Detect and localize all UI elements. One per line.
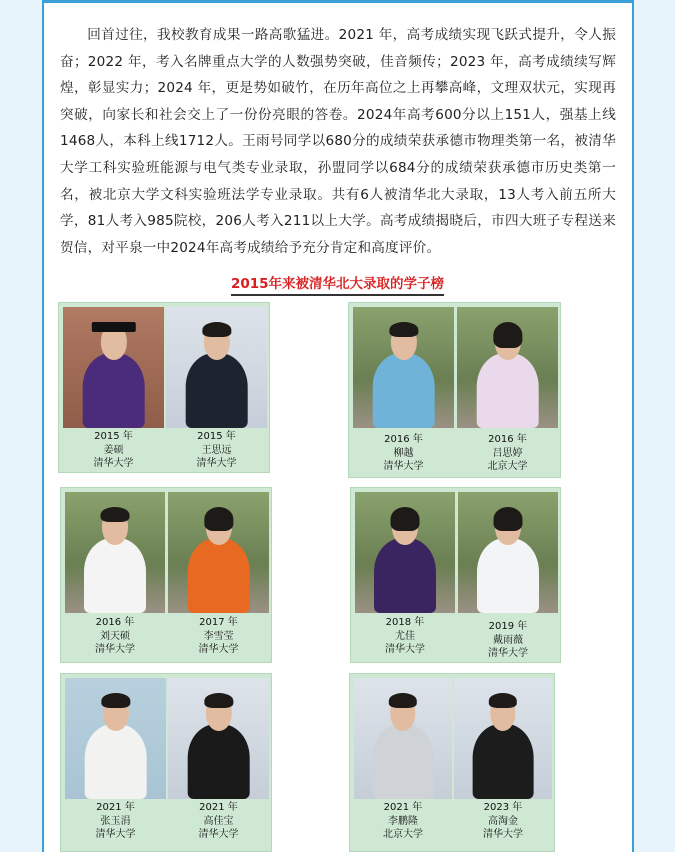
student-year: 2015 年 (94, 431, 133, 442)
hair (494, 507, 523, 531)
hair (204, 507, 233, 531)
student-name: 高淘金 (488, 815, 518, 827)
student-name: 高佳宝 (203, 815, 234, 827)
student-year: 2015 年 (197, 431, 236, 442)
student-caption (457, 433, 558, 474)
student-year: 2016 年 (384, 434, 423, 445)
student-name: 刘天硕 (100, 630, 130, 642)
student-year: 2023 年 (483, 802, 523, 813)
student-card-group (350, 487, 561, 663)
student-year: 2017 年 (199, 617, 238, 628)
intro-paragraph: 回首过往，我校教育成果一路高歌猛进。2021 年，高考成绩实现飞跃式提升，令人振奋；2022 年，考入名牌重点大学的人数强势突破，佳音频传；2023 年，高考成绩续写辉煌，彰显实力；2024 年，更是势如破竹，在历年高位之上再攀高峰，文理双状元，实现再突破，向家长和社会交上了一份份亮眼的答卷。2024年高考600分以上151人，强基上线1468人，本科上线1712人。王雨号同学以680分的成绩荣获承德市物理类第一名，被清华大学工科实验班能源与电气类专业录取，孙盟同学以684分的成绩荣获承德市历史类第一名，被北京大学文科实验班法学专业录取。共有6人被清华北大录取，13人考入前五所大学，81人考入985院校，206人考入211以上大学。高考成绩揭晓后，市四大班子专程送来贺信，对平泉一中2024年高考成绩给予充分肯定和高度评价。 (60, 27, 616, 256)
honor-list-heading (0, 272, 675, 292)
student-caption (63, 430, 164, 471)
student-photo (168, 678, 269, 799)
student-card-group (349, 673, 555, 852)
graduation-gown (374, 538, 436, 613)
student-school: 北京大学 (383, 829, 423, 840)
student-school: 清华大学 (95, 644, 135, 655)
student-name: 王思远 (201, 444, 232, 456)
student-card-group (58, 302, 270, 473)
student-name: 张玉涓 (100, 815, 131, 827)
hair (389, 322, 418, 338)
student-year: 2021 年 (383, 802, 423, 813)
student-caption (65, 801, 166, 842)
student-photo (166, 307, 267, 428)
student-name: 戴雨薇 (493, 634, 523, 646)
hair (101, 693, 130, 709)
graduation-gown (82, 353, 145, 428)
student-photo (454, 678, 552, 799)
student-card-group (60, 673, 272, 852)
shirt (473, 724, 534, 799)
student-card-group (348, 302, 561, 478)
student-name: 尤佳 (395, 630, 415, 642)
student-name: 姜硕 (103, 444, 124, 456)
student-photo (168, 492, 269, 613)
student-caption (65, 616, 165, 657)
t-shirt (476, 353, 539, 428)
student-caption (353, 433, 454, 474)
hair (204, 693, 233, 709)
jacket (187, 724, 250, 799)
student-school: 清华大学 (95, 829, 136, 840)
student-card-group (60, 487, 272, 663)
white-coat (84, 724, 147, 799)
student-year: 2021 年 (199, 802, 238, 813)
student-caption (355, 616, 455, 657)
student-name: 吕思婷 (492, 447, 523, 459)
student-school: 清华大学 (488, 648, 528, 659)
hair (489, 693, 517, 709)
student-year: 2018 年 (385, 617, 425, 628)
student-year: 2019 年 (488, 621, 528, 632)
student-school: 清华大学 (385, 644, 425, 655)
student-photo (353, 307, 454, 428)
student-photo (63, 307, 164, 428)
student-year: 2016 年 (488, 434, 527, 445)
hair (391, 507, 420, 531)
student-school: 清华大学 (196, 458, 237, 469)
student-school: 北京大学 (487, 461, 528, 472)
student-school: 清华大学 (483, 829, 523, 840)
student-photo (457, 307, 558, 428)
hair (101, 507, 130, 523)
school-uniform (477, 538, 539, 613)
jacket (373, 724, 434, 799)
student-school: 清华大学 (93, 458, 134, 469)
student-caption (168, 616, 269, 657)
student-name: 李鹏隆 (388, 815, 418, 827)
student-photo (65, 678, 166, 799)
t-shirt (372, 353, 435, 428)
student-year: 2016 年 (95, 617, 135, 628)
student-photo (458, 492, 558, 613)
student-photo (354, 678, 452, 799)
student-caption (354, 801, 452, 842)
jacket (187, 538, 250, 613)
student-name: 李雪莹 (203, 630, 234, 642)
student-caption (458, 620, 558, 661)
student-name: 柳越 (393, 447, 414, 459)
student-caption (168, 801, 269, 842)
student-photo (355, 492, 455, 613)
suit (185, 353, 248, 428)
t-shirt (84, 538, 146, 613)
hair (202, 322, 231, 338)
student-caption (166, 430, 267, 471)
mortarboard-cap (91, 322, 135, 333)
student-photo (65, 492, 165, 613)
student-caption (454, 801, 552, 842)
student-school: 清华大学 (383, 461, 424, 472)
hair (493, 322, 522, 349)
student-year: 2021 年 (96, 802, 135, 813)
student-school: 清华大学 (198, 644, 239, 655)
hair (389, 693, 417, 709)
student-school: 清华大学 (198, 829, 239, 840)
honor-list-heading-text: 2015年来被清华北大录取的学子榜 (231, 276, 444, 296)
